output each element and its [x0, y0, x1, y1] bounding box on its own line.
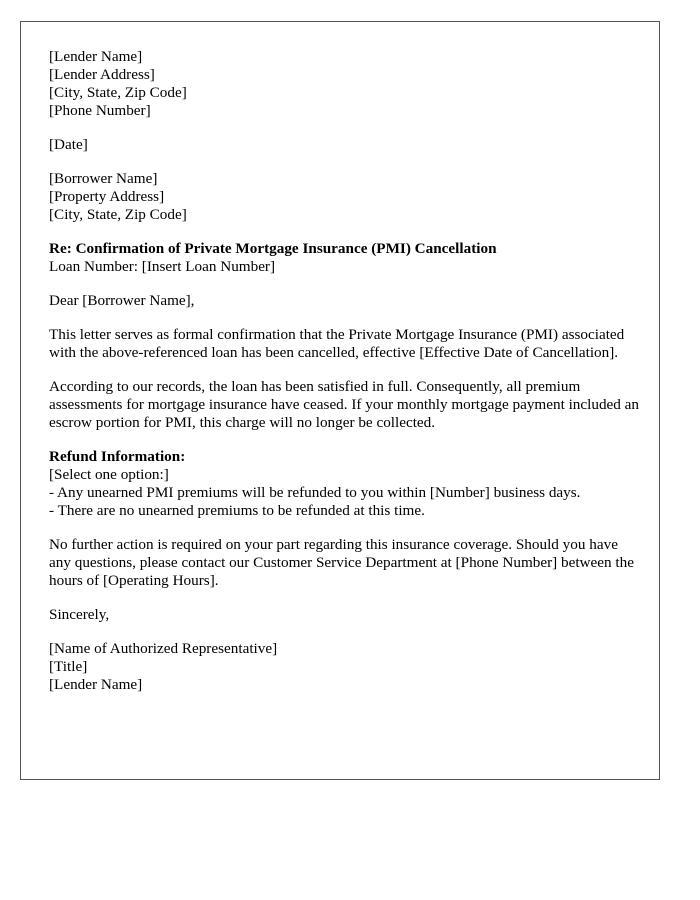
refund-option-1: - Any unearned PMI premiums will be refunded to you within [Number] business days.	[49, 484, 581, 501]
representative-name: [Name of Authorized Representative]	[49, 640, 278, 657]
lender-city-state-zip: [City, State, Zip Code]	[49, 84, 187, 101]
letter-body	[49, 48, 639, 694]
borrower-address-block	[49, 170, 639, 224]
signature-block	[49, 640, 639, 694]
lender-address: [Lender Address]	[49, 66, 155, 83]
representative-title: [Title]	[49, 658, 88, 675]
refund-block	[49, 448, 639, 520]
lender-address-block	[49, 48, 639, 120]
refund-instruction: [Select one option:]	[49, 466, 169, 483]
lender-phone: [Phone Number]	[49, 102, 151, 119]
date-block	[49, 136, 639, 154]
signoff: Sincerely,	[49, 606, 110, 623]
refund-option-2: - There are no unearned premiums to be refunded at this time.	[49, 502, 425, 519]
property-address: [Property Address]	[49, 188, 165, 205]
lender-name: [Lender Name]	[49, 48, 143, 65]
subject-block	[49, 240, 639, 276]
body-paragraph-2: According to our records, the loan has been satisfied in full. Consequently, all premium assessments for mortgage insurance have ceased. If your monthly mortgage payment included an escrow portion for PMI, this charge will no longer be collected.	[49, 378, 640, 431]
refund-heading: Refund Information:	[49, 448, 186, 465]
borrower-city-state-zip: [City, State, Zip Code]	[49, 206, 187, 223]
signature-lender-name: [Lender Name]	[49, 676, 143, 693]
loan-number: Loan Number: [Insert Loan Number]	[49, 258, 276, 275]
closing-paragraph: No further action is required on your part regarding this insurance coverage. Should you have any questions, please contact our Customer Service Department at [Phone Number] between the hours of [Operating Hours].	[49, 536, 634, 589]
subject-heading: Re: Confirmation of Private Mortgage Insurance (PMI) Cancellation	[49, 240, 497, 257]
letter-date: [Date]	[49, 136, 88, 153]
borrower-name: [Borrower Name]	[49, 170, 158, 187]
body-paragraph-1: This letter serves as formal confirmation that the Private Mortgage Insurance (PMI) associated with the above-referenced loan has been cancelled, effective [Effective Date of Cancellation].	[49, 326, 625, 361]
salutation: Dear [Borrower Name],	[49, 292, 195, 309]
